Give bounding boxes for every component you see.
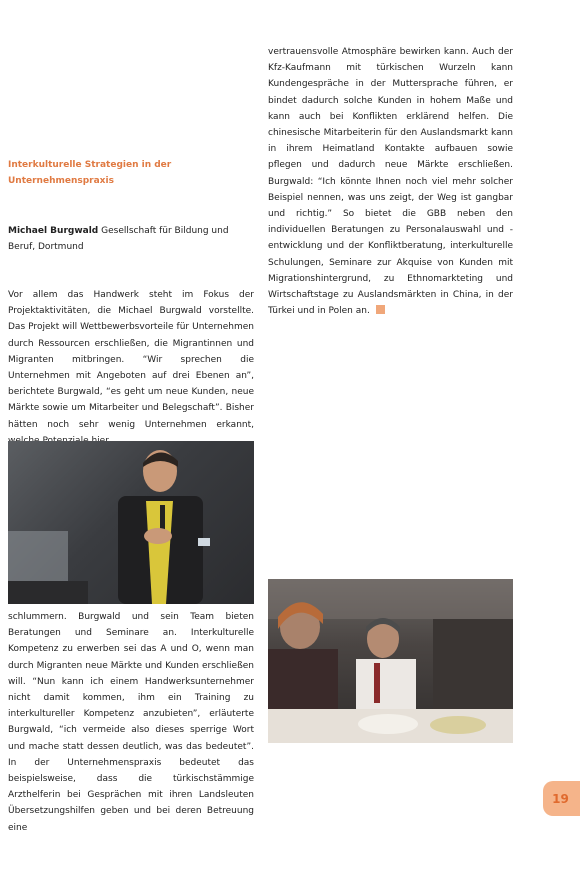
audience-photo [268,579,513,743]
end-of-article-mark [376,305,385,314]
article-heading: Interkulturelle Strategien in der Unternehmenspraxis [8,160,172,186]
audience-photo-graphic [268,579,513,743]
body-text-column1-top: Vor allem das Handwerk steht im Fokus der Projektaktivitäten, die Michael Burgwald vorstellte. Das Projekt will Wettbewerbsvorteile für Unternehmen durch Ressourcen erschließen, die Migrantinnen und Migranten mitbringen. “Wir sprechen die Unternehmen mit Angeboten auf drei Ebenen an”, berichtete Burgwald, “es geht um neue Kunden, neue Märkte sowie um Mitarbeiter und Belegschaft”. Bisher hätten noch sehr wenig Unternehmen erkannt, [8,290,254,430]
author-affiliation: Gesellschaft für Bildung und Beruf, Dortmund [8,226,229,252]
body-text-column2 [268,44,513,319]
speaker-photo [8,441,254,604]
page-number-tab [543,781,580,816]
author-line [8,224,258,255]
author-name: Michael Burgwald [8,226,99,236]
speaker-photo-graphic [8,441,254,604]
body-text-column2-content: vertrauensvolle Atmosphäre bewirken kann. Auch der Kfz-Kaufmann mit türkischen Wurzeln kann Kundengespräche in der Muttersprache führen, er bindet dadurch solche Kunden in hohem Maße und kann auch bei Konflikten erklärend helfen. Die chinesische Mitarbeiterin für den Auslandsmarkt kann in ihrem Heimatland Kontakte aufbauen sowie pflegen und dadurch neue Märkte erschließen. Burgwald: “Ich könnte Ihnen noch viel mehr solcher Beispiel nennen, was uns zeigt, der Weg ist gangbar und richtig.” So bietet die GBB neben den individuellen Beratungen zu Personalauswahl und -entwicklung und der Konfliktberatung, interkulturelle Schulungen, Seminare zur Akquise von Kunden mit Migrationshintergrund, zu Ethnomarkteting und Wirtschaftstage zu Auslandsmärkten in China, in der Türkei und in Polen an. [268,47,513,317]
page-number: 19 [552,791,569,806]
body-text-column1-bottom: schlummern. Burgwald und sein Team bieten Beratungen und Seminare an. Interkulturelle Kompetenz zu erwerben sei das A und O, wenn man durch Migranten neue Märkte und Kunden erschließen will. “Nun kann ich einem Handwerksunternehmer nicht damit kommen, ihm ein Training zu interkultureller Kompetenz anzubieten”, erläuterte Burgwald, “ich vermeide also dieses sperrige Wort und mache statt dessen deutlich, was das bedeutet”. In der Unternehmenspraxis bedeutet das beispielsweise, dass die türkischstämmige Arzthelferin bei Gesprächen mit ihren Landsleuten Übersetzungshilfen geben und bei deren Betreuung eine [8,612,254,833]
